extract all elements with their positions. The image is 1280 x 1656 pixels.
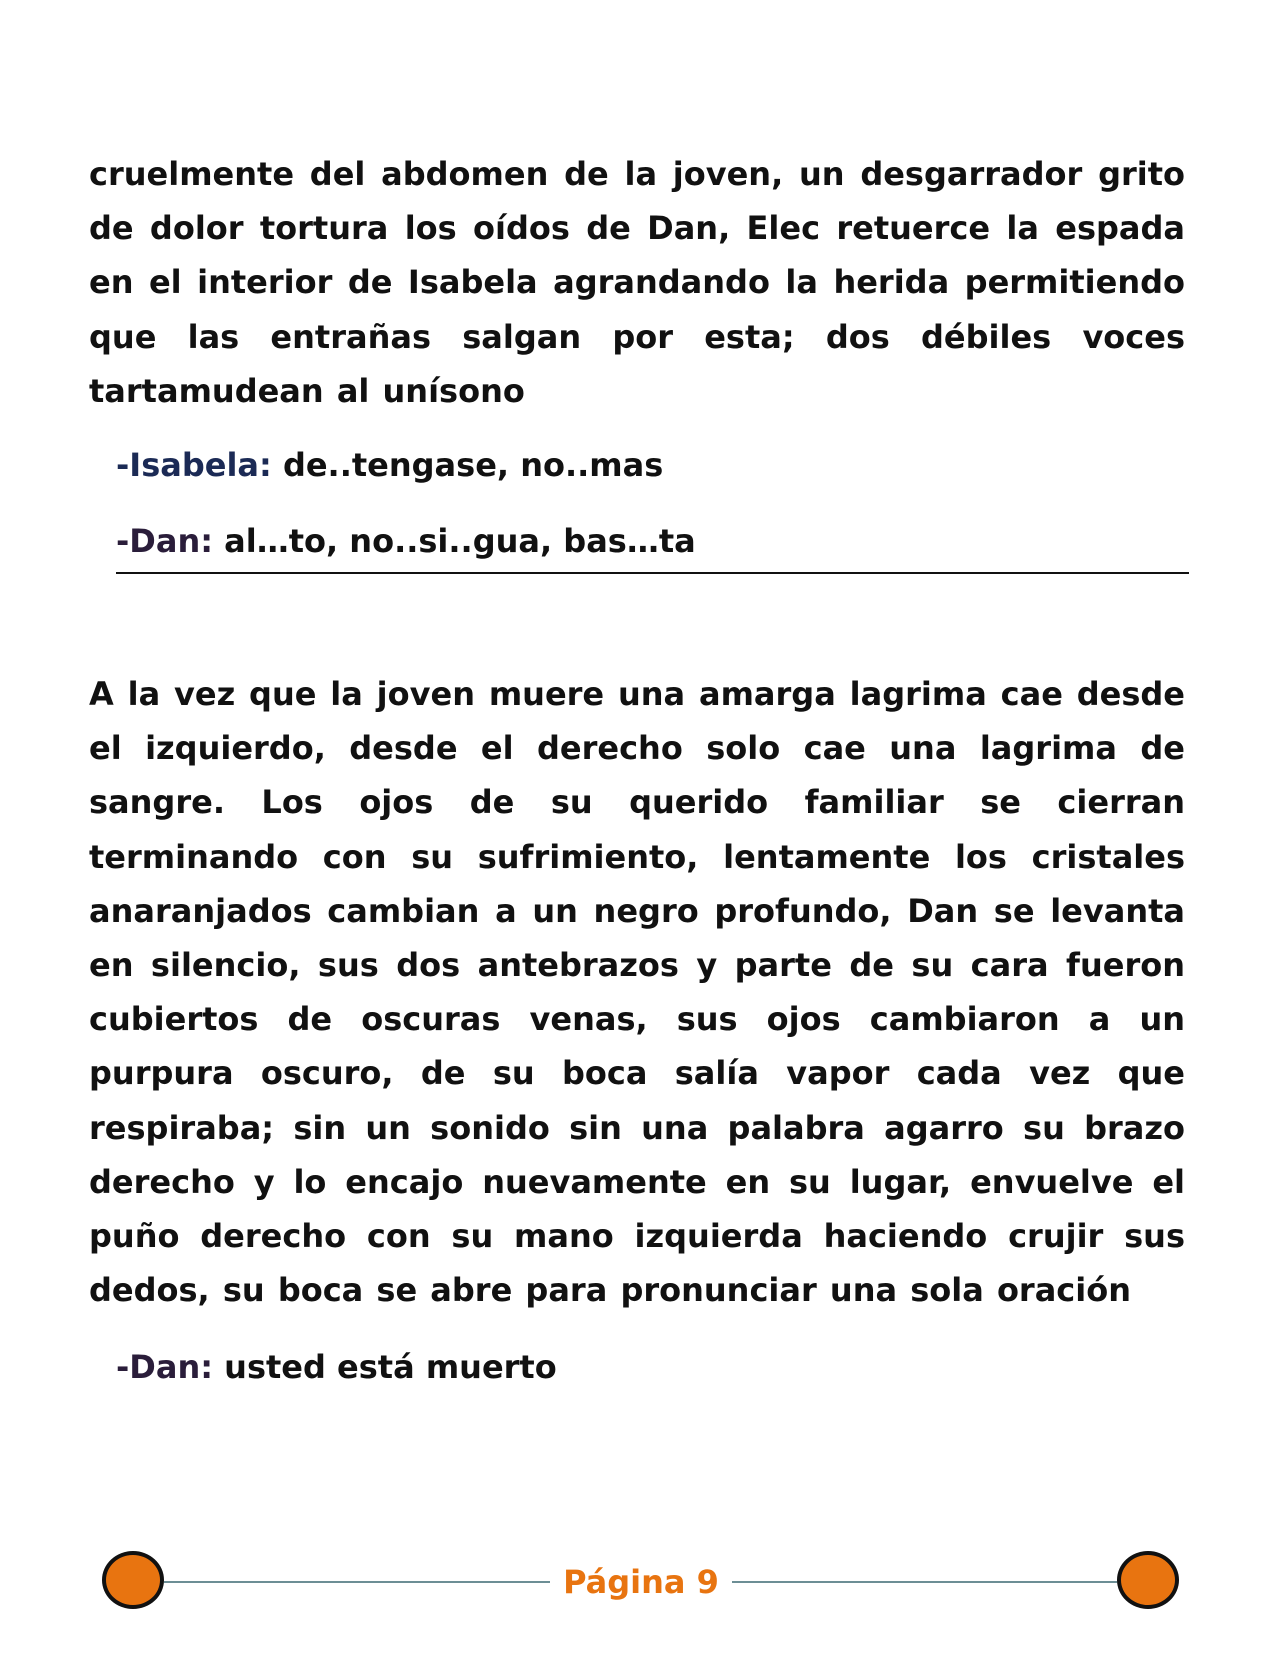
section-divider <box>116 572 1189 574</box>
body-paragraph: cruelmente del abdomen de la joven, un desgarrador grito de dolor tortura los oídos de Dan, Elec retuerce la espada en el interior de Isabela agrandando la herida permitiendo que las entrañas salgan por esta; dos débiles voces tartamudean al unísono <box>89 155 1185 410</box>
footer-line-left <box>164 1581 550 1583</box>
footer-circle-left <box>102 1551 164 1609</box>
dialogue-line-dan <box>116 521 696 561</box>
speaker-name: -Dan: <box>116 1348 214 1386</box>
speaker-name: -Isabela: <box>116 446 272 484</box>
body-paragraph: A la vez que la joven muere una amarga lagrima cae desde el izquierdo, desde el derecho solo cae una lagrima de sangre. Los ojos de su querido familiar se cierran terminando con su sufrimiento, lentamente los cristales anaranjados cambian a un negro profundo, Dan se levanta en silencio, sus dos antebrazos y parte de su cara fueron cubiertos de oscuras venas, sus ojos cambiaron a un purpura oscuro, de su boca salía vapor cada vez que respiraba; sin un sonido sin una palabra agarro su brazo derecho y lo encajo nuevamente en su lugar, envuelve el puño derecho con su mano izquierda haciendo crujir sus dedos, su boca se abre para pronunciar una sola oración <box>89 675 1185 1310</box>
dialogue-text: usted está muerto <box>224 1348 557 1386</box>
footer-line-right <box>732 1581 1117 1583</box>
page-number: Página 9 <box>563 1563 719 1601</box>
dialogue-text: de..tengase, no..mas <box>282 446 664 484</box>
speaker-name: -Dan: <box>116 522 214 560</box>
dialogue-text: al…to, no..si..gua, bas…ta <box>224 522 696 560</box>
footer-circle-right <box>1117 1551 1179 1609</box>
dialogue-line-isabela <box>116 445 663 485</box>
dialogue-line-dan <box>116 1347 557 1387</box>
